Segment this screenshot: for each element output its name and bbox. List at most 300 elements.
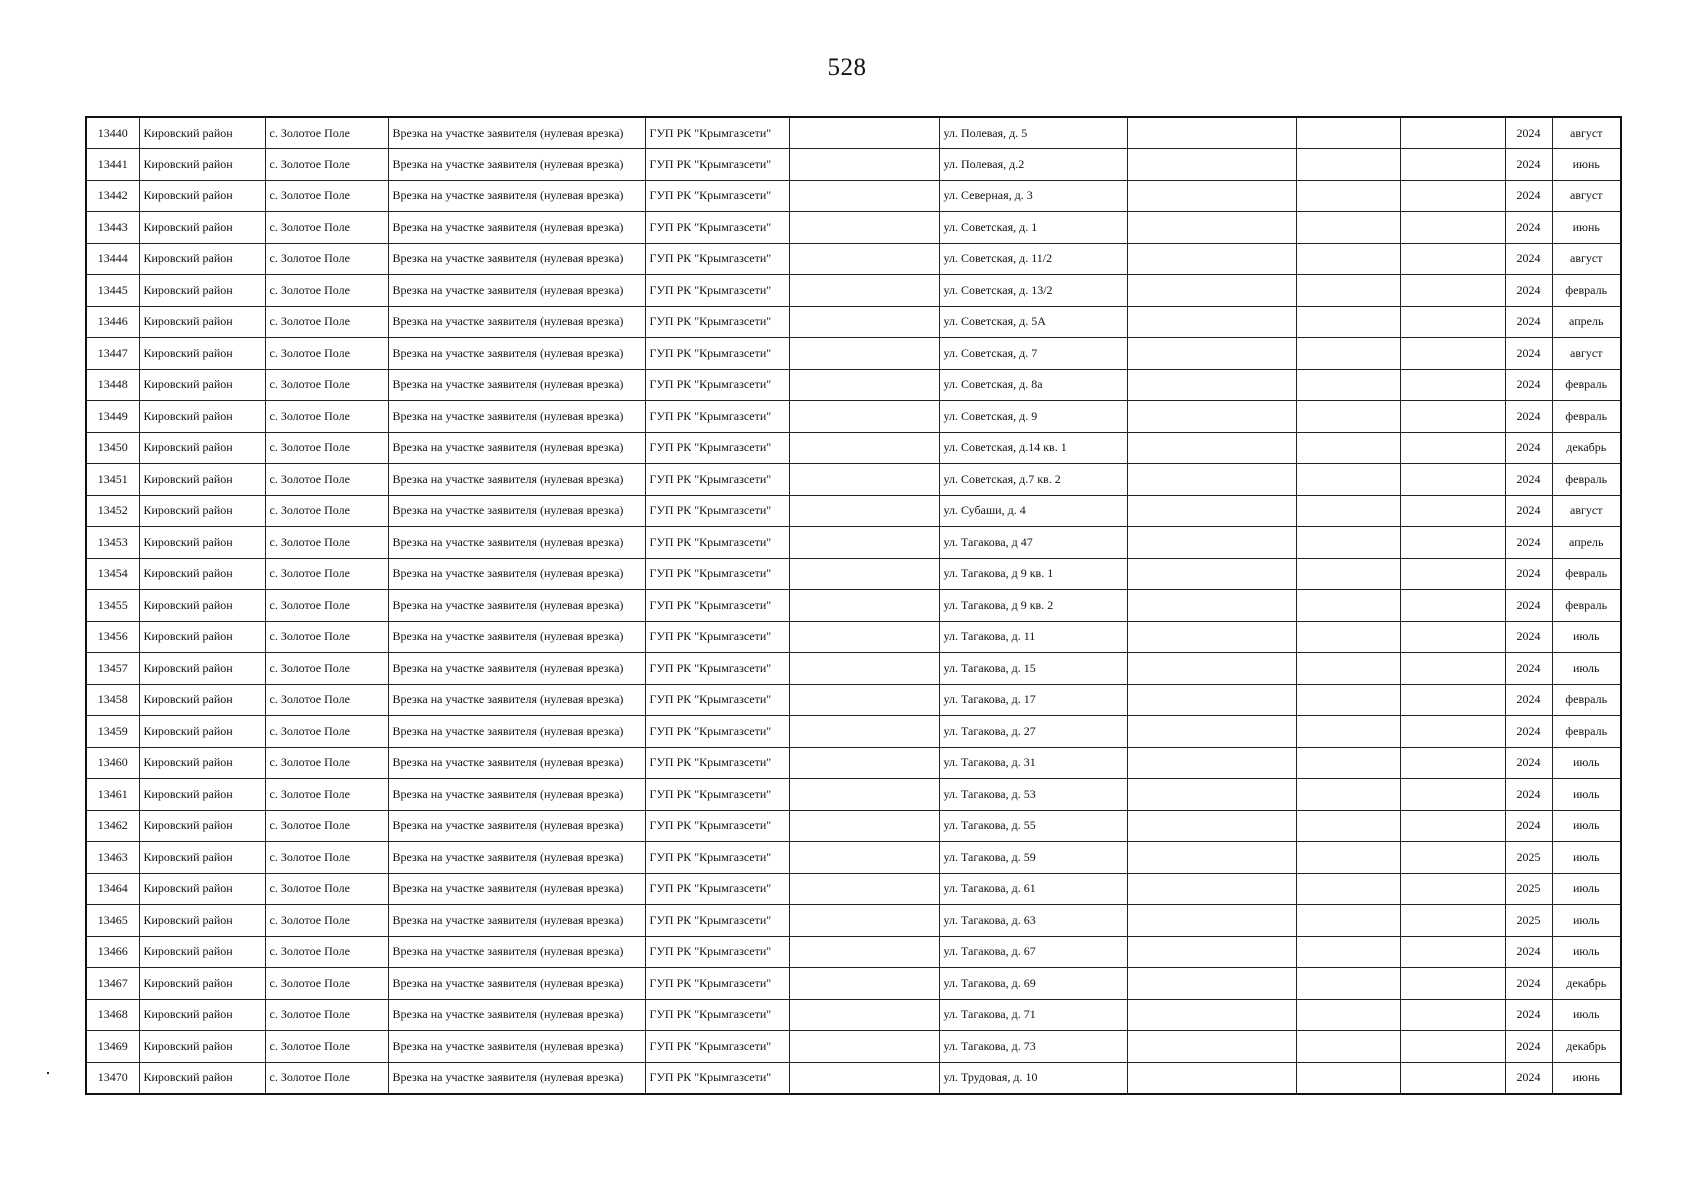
cell-month: февраль	[1552, 684, 1621, 716]
table-row	[86, 716, 1621, 748]
cell-settlement: с. Золотое Поле	[265, 905, 388, 937]
cell-address: ул. Советская, д. 7	[939, 338, 1127, 370]
cell-organization: ГУП РК "Крымгазсети"	[645, 275, 789, 307]
table-row	[86, 621, 1621, 653]
cell-address: ул. Тагакова, д. 55	[939, 810, 1127, 842]
cell-address: ул. Тагакова, д. 31	[939, 747, 1127, 779]
cell-empty	[1400, 653, 1505, 685]
cell-year: 2024	[1505, 180, 1552, 212]
cell-empty	[789, 1062, 939, 1094]
cell-number: 13464	[86, 873, 139, 905]
cell-month: декабрь	[1552, 968, 1621, 1000]
cell-empty	[1400, 527, 1505, 559]
cell-empty	[1400, 716, 1505, 748]
table-row	[86, 117, 1621, 149]
cell-organization: ГУП РК "Крымгазсети"	[645, 1062, 789, 1094]
cell-work-type: Врезка на участке заявителя (нулевая врезка)	[388, 1031, 645, 1063]
cell-settlement: с. Золотое Поле	[265, 212, 388, 244]
cell-empty	[789, 306, 939, 338]
cell-year: 2025	[1505, 905, 1552, 937]
cell-month: июль	[1552, 873, 1621, 905]
cell-empty	[789, 590, 939, 622]
cell-empty	[789, 747, 939, 779]
cell-district: Кировский район	[139, 558, 265, 590]
cell-organization: ГУП РК "Крымгазсети"	[645, 936, 789, 968]
cell-organization: ГУП РК "Крымгазсети"	[645, 306, 789, 338]
cell-empty	[789, 905, 939, 937]
cell-empty	[1296, 873, 1400, 905]
cell-empty	[789, 684, 939, 716]
cell-empty	[1127, 432, 1296, 464]
cell-organization: ГУП РК "Крымгазсети"	[645, 432, 789, 464]
table-row	[86, 338, 1621, 370]
cell-address: ул. Тагакова, д 47	[939, 527, 1127, 559]
cell-empty	[789, 275, 939, 307]
cell-address: ул. Тагакова, д. 15	[939, 653, 1127, 685]
cell-empty	[1296, 212, 1400, 244]
cell-empty	[1127, 149, 1296, 181]
cell-address: ул. Тагакова, д 9 кв. 2	[939, 590, 1127, 622]
table-row	[86, 810, 1621, 842]
cell-month: июль	[1552, 621, 1621, 653]
cell-organization: ГУП РК "Крымгазсети"	[645, 527, 789, 559]
cell-number: 13449	[86, 401, 139, 433]
cell-empty	[1400, 684, 1505, 716]
cell-settlement: с. Золотое Поле	[265, 149, 388, 181]
cell-empty	[1296, 684, 1400, 716]
cell-year: 2024	[1505, 621, 1552, 653]
cell-district: Кировский район	[139, 212, 265, 244]
cell-address: ул. Полевая, д.2	[939, 149, 1127, 181]
cell-empty	[1296, 968, 1400, 1000]
cell-empty	[1400, 1031, 1505, 1063]
cell-organization: ГУП РК "Крымгазсети"	[645, 401, 789, 433]
cell-year: 2024	[1505, 495, 1552, 527]
cell-number: 13443	[86, 212, 139, 244]
cell-month: август	[1552, 495, 1621, 527]
cell-empty	[1400, 558, 1505, 590]
cell-work-type: Врезка на участке заявителя (нулевая врезка)	[388, 558, 645, 590]
cell-empty	[789, 464, 939, 496]
cell-organization: ГУП РК "Крымгазсети"	[645, 653, 789, 685]
cell-settlement: с. Золотое Поле	[265, 180, 388, 212]
cell-district: Кировский район	[139, 684, 265, 716]
registry-body	[86, 117, 1621, 1094]
cell-district: Кировский район	[139, 180, 265, 212]
cell-empty	[1400, 243, 1505, 275]
cell-empty	[789, 401, 939, 433]
cell-organization: ГУП РК "Крымгазсети"	[645, 464, 789, 496]
cell-empty	[1400, 936, 1505, 968]
table-row	[86, 527, 1621, 559]
cell-work-type: Врезка на участке заявителя (нулевая врезка)	[388, 432, 645, 464]
cell-work-type: Врезка на участке заявителя (нулевая врезка)	[388, 275, 645, 307]
cell-organization: ГУП РК "Крымгазсети"	[645, 873, 789, 905]
cell-empty	[1127, 180, 1296, 212]
cell-empty	[789, 149, 939, 181]
cell-organization: ГУП РК "Крымгазсети"	[645, 684, 789, 716]
cell-empty	[789, 495, 939, 527]
cell-empty	[1400, 117, 1505, 149]
cell-empty	[789, 873, 939, 905]
cell-settlement: с. Золотое Поле	[265, 432, 388, 464]
cell-number: 13450	[86, 432, 139, 464]
table-row	[86, 1062, 1621, 1094]
cell-empty	[1127, 873, 1296, 905]
cell-address: ул. Тагакова, д. 61	[939, 873, 1127, 905]
table-row	[86, 590, 1621, 622]
cell-settlement: с. Золотое Поле	[265, 936, 388, 968]
cell-empty	[1127, 653, 1296, 685]
cell-settlement: с. Золотое Поле	[265, 338, 388, 370]
cell-year: 2024	[1505, 716, 1552, 748]
cell-month: апрель	[1552, 527, 1621, 559]
cell-month: август	[1552, 338, 1621, 370]
cell-empty	[1127, 117, 1296, 149]
cell-number: 13451	[86, 464, 139, 496]
cell-settlement: с. Золотое Поле	[265, 275, 388, 307]
cell-organization: ГУП РК "Крымгазсети"	[645, 905, 789, 937]
cell-number: 13448	[86, 369, 139, 401]
cell-settlement: с. Золотое Поле	[265, 621, 388, 653]
cell-empty	[789, 779, 939, 811]
cell-number: 13440	[86, 117, 139, 149]
cell-month: февраль	[1552, 464, 1621, 496]
cell-empty	[1127, 338, 1296, 370]
cell-month: август	[1552, 117, 1621, 149]
cell-month: июль	[1552, 810, 1621, 842]
cell-month: август	[1552, 180, 1621, 212]
cell-number: 13457	[86, 653, 139, 685]
cell-organization: ГУП РК "Крымгазсети"	[645, 149, 789, 181]
cell-district: Кировский район	[139, 747, 265, 779]
table-row	[86, 149, 1621, 181]
cell-district: Кировский район	[139, 873, 265, 905]
cell-organization: ГУП РК "Крымгазсети"	[645, 180, 789, 212]
cell-empty	[789, 968, 939, 1000]
cell-empty	[789, 432, 939, 464]
cell-number: 13444	[86, 243, 139, 275]
cell-year: 2025	[1505, 842, 1552, 874]
cell-empty	[1127, 1062, 1296, 1094]
cell-empty	[1400, 779, 1505, 811]
cell-month: июль	[1552, 842, 1621, 874]
cell-month: апрель	[1552, 306, 1621, 338]
table-row	[86, 653, 1621, 685]
cell-work-type: Врезка на участке заявителя (нулевая врезка)	[388, 842, 645, 874]
cell-empty	[789, 527, 939, 559]
cell-empty	[789, 842, 939, 874]
cell-organization: ГУП РК "Крымгазсети"	[645, 1031, 789, 1063]
cell-year: 2024	[1505, 1062, 1552, 1094]
cell-district: Кировский район	[139, 968, 265, 1000]
table-row	[86, 968, 1621, 1000]
cell-empty	[1127, 747, 1296, 779]
cell-empty	[1296, 779, 1400, 811]
cell-year: 2024	[1505, 999, 1552, 1031]
cell-year: 2024	[1505, 401, 1552, 433]
cell-month: июль	[1552, 747, 1621, 779]
cell-settlement: с. Золотое Поле	[265, 117, 388, 149]
cell-district: Кировский район	[139, 401, 265, 433]
table-row	[86, 212, 1621, 244]
cell-empty	[1400, 621, 1505, 653]
cell-district: Кировский район	[139, 338, 265, 370]
cell-settlement: с. Золотое Поле	[265, 1062, 388, 1094]
table-row	[86, 432, 1621, 464]
cell-year: 2024	[1505, 968, 1552, 1000]
table-row	[86, 747, 1621, 779]
cell-empty	[1296, 243, 1400, 275]
cell-work-type: Врезка на участке заявителя (нулевая врезка)	[388, 180, 645, 212]
cell-settlement: с. Золотое Поле	[265, 590, 388, 622]
table-row	[86, 779, 1621, 811]
cell-number: 13465	[86, 905, 139, 937]
cell-empty	[1296, 999, 1400, 1031]
cell-empty	[1127, 999, 1296, 1031]
cell-district: Кировский район	[139, 779, 265, 811]
cell-year: 2024	[1505, 684, 1552, 716]
cell-address: ул. Северная, д. 3	[939, 180, 1127, 212]
cell-month: июнь	[1552, 1062, 1621, 1094]
cell-work-type: Врезка на участке заявителя (нулевая врезка)	[388, 653, 645, 685]
cell-work-type: Врезка на участке заявителя (нулевая врезка)	[388, 117, 645, 149]
cell-empty	[1296, 401, 1400, 433]
table-row	[86, 401, 1621, 433]
cell-work-type: Врезка на участке заявителя (нулевая врезка)	[388, 212, 645, 244]
cell-work-type: Врезка на участке заявителя (нулевая врезка)	[388, 590, 645, 622]
cell-month: февраль	[1552, 558, 1621, 590]
cell-number: 13462	[86, 810, 139, 842]
cell-settlement: с. Золотое Поле	[265, 464, 388, 496]
cell-address: ул. Советская, д. 13/2	[939, 275, 1127, 307]
cell-work-type: Врезка на участке заявителя (нулевая врезка)	[388, 243, 645, 275]
cell-district: Кировский район	[139, 306, 265, 338]
cell-address: ул. Советская, д.14 кв. 1	[939, 432, 1127, 464]
cell-empty	[1400, 180, 1505, 212]
cell-settlement: с. Золотое Поле	[265, 684, 388, 716]
cell-address: ул. Тагакова, д. 67	[939, 936, 1127, 968]
cell-month: февраль	[1552, 716, 1621, 748]
cell-empty	[1400, 999, 1505, 1031]
cell-year: 2024	[1505, 275, 1552, 307]
cell-empty	[1400, 905, 1505, 937]
cell-empty	[1127, 684, 1296, 716]
cell-year: 2024	[1505, 558, 1552, 590]
cell-organization: ГУП РК "Крымгазсети"	[645, 117, 789, 149]
cell-district: Кировский район	[139, 621, 265, 653]
cell-district: Кировский район	[139, 590, 265, 622]
cell-address: ул. Тагакова, д. 69	[939, 968, 1127, 1000]
cell-number: 13454	[86, 558, 139, 590]
cell-empty	[1127, 369, 1296, 401]
gasification-registry-table	[85, 116, 1622, 1095]
cell-organization: ГУП РК "Крымгазсети"	[645, 968, 789, 1000]
cell-address: ул. Советская, д. 9	[939, 401, 1127, 433]
cell-empty	[1296, 369, 1400, 401]
cell-year: 2025	[1505, 873, 1552, 905]
cell-empty	[1127, 716, 1296, 748]
cell-number: 13455	[86, 590, 139, 622]
cell-empty	[1127, 306, 1296, 338]
cell-empty	[1296, 936, 1400, 968]
cell-settlement: с. Золотое Поле	[265, 653, 388, 685]
table-row	[86, 275, 1621, 307]
cell-organization: ГУП РК "Крымгазсети"	[645, 558, 789, 590]
cell-number: 13461	[86, 779, 139, 811]
cell-empty	[1296, 590, 1400, 622]
cell-work-type: Врезка на участке заявителя (нулевая врезка)	[388, 401, 645, 433]
cell-year: 2024	[1505, 464, 1552, 496]
cell-settlement: с. Золотое Поле	[265, 842, 388, 874]
cell-organization: ГУП РК "Крымгазсети"	[645, 338, 789, 370]
cell-empty	[1127, 558, 1296, 590]
cell-district: Кировский район	[139, 653, 265, 685]
cell-empty	[1127, 621, 1296, 653]
cell-empty	[1400, 873, 1505, 905]
cell-year: 2024	[1505, 243, 1552, 275]
cell-organization: ГУП РК "Крымгазсети"	[645, 243, 789, 275]
cell-number: 13463	[86, 842, 139, 874]
cell-empty	[1296, 1062, 1400, 1094]
cell-year: 2024	[1505, 653, 1552, 685]
cell-empty	[1296, 117, 1400, 149]
cell-number: 13469	[86, 1031, 139, 1063]
cell-address: ул. Советская, д. 5А	[939, 306, 1127, 338]
cell-district: Кировский район	[139, 432, 265, 464]
page-number: 528	[827, 54, 867, 81]
cell-address: ул. Тагакова, д. 11	[939, 621, 1127, 653]
cell-empty	[1127, 779, 1296, 811]
cell-number: 13453	[86, 527, 139, 559]
cell-organization: ГУП РК "Крымгазсети"	[645, 369, 789, 401]
cell-month: февраль	[1552, 369, 1621, 401]
cell-empty	[789, 558, 939, 590]
cell-address: ул. Тагакова, д. 63	[939, 905, 1127, 937]
cell-year: 2024	[1505, 936, 1552, 968]
cell-empty	[1400, 306, 1505, 338]
cell-empty	[1296, 842, 1400, 874]
cell-empty	[1400, 968, 1505, 1000]
cell-number: 13446	[86, 306, 139, 338]
cell-number: 13447	[86, 338, 139, 370]
cell-empty	[1127, 275, 1296, 307]
cell-empty	[1400, 842, 1505, 874]
cell-address: ул. Тагакова, д. 73	[939, 1031, 1127, 1063]
cell-empty	[1296, 653, 1400, 685]
cell-settlement: с. Золотое Поле	[265, 873, 388, 905]
cell-empty	[1400, 495, 1505, 527]
table-row	[86, 243, 1621, 275]
cell-month: июль	[1552, 936, 1621, 968]
cell-district: Кировский район	[139, 810, 265, 842]
cell-empty	[1400, 275, 1505, 307]
cell-district: Кировский район	[139, 117, 265, 149]
cell-number: 13466	[86, 936, 139, 968]
cell-address: ул. Трудовая, д. 10	[939, 1062, 1127, 1094]
table-row	[86, 873, 1621, 905]
cell-address: ул. Советская, д.7 кв. 2	[939, 464, 1127, 496]
cell-district: Кировский район	[139, 905, 265, 937]
cell-empty	[1296, 558, 1400, 590]
cell-work-type: Врезка на участке заявителя (нулевая врезка)	[388, 621, 645, 653]
cell-empty	[1127, 968, 1296, 1000]
cell-settlement: с. Золотое Поле	[265, 243, 388, 275]
cell-empty	[1296, 149, 1400, 181]
cell-organization: ГУП РК "Крымгазсети"	[645, 747, 789, 779]
cell-month: декабрь	[1552, 1031, 1621, 1063]
cell-month: февраль	[1552, 590, 1621, 622]
cell-address: ул. Тагакова, д. 53	[939, 779, 1127, 811]
cell-settlement: с. Золотое Поле	[265, 1031, 388, 1063]
table-row	[86, 464, 1621, 496]
cell-district: Кировский район	[139, 495, 265, 527]
cell-district: Кировский район	[139, 842, 265, 874]
cell-district: Кировский район	[139, 1062, 265, 1094]
cell-empty	[1127, 243, 1296, 275]
cell-year: 2024	[1505, 810, 1552, 842]
table-row	[86, 306, 1621, 338]
cell-empty	[1296, 180, 1400, 212]
cell-empty	[1400, 590, 1505, 622]
cell-work-type: Врезка на участке заявителя (нулевая врезка)	[388, 495, 645, 527]
cell-district: Кировский район	[139, 1031, 265, 1063]
cell-district: Кировский район	[139, 716, 265, 748]
table-row	[86, 369, 1621, 401]
cell-empty	[1400, 432, 1505, 464]
cell-empty	[1400, 810, 1505, 842]
table-row	[86, 558, 1621, 590]
cell-empty	[1296, 338, 1400, 370]
cell-empty	[1127, 905, 1296, 937]
cell-settlement: с. Золотое Поле	[265, 401, 388, 433]
cell-year: 2024	[1505, 432, 1552, 464]
cell-empty	[789, 999, 939, 1031]
cell-district: Кировский район	[139, 369, 265, 401]
table-row	[86, 684, 1621, 716]
cell-empty	[1296, 747, 1400, 779]
cell-address: ул. Субаши, д. 4	[939, 495, 1127, 527]
cell-work-type: Врезка на участке заявителя (нулевая врезка)	[388, 338, 645, 370]
cell-month: июль	[1552, 905, 1621, 937]
cell-empty	[1400, 149, 1505, 181]
cell-organization: ГУП РК "Крымгазсети"	[645, 716, 789, 748]
cell-work-type: Врезка на участке заявителя (нулевая врезка)	[388, 1062, 645, 1094]
cell-empty	[1400, 369, 1505, 401]
cell-address: ул. Тагакова, д. 71	[939, 999, 1127, 1031]
cell-empty	[789, 180, 939, 212]
table-row	[86, 1031, 1621, 1063]
cell-empty	[789, 653, 939, 685]
cell-number: 13456	[86, 621, 139, 653]
cell-empty	[1296, 527, 1400, 559]
cell-number: 13458	[86, 684, 139, 716]
cell-month: февраль	[1552, 401, 1621, 433]
cell-number: 13467	[86, 968, 139, 1000]
cell-work-type: Врезка на участке заявителя (нулевая врезка)	[388, 779, 645, 811]
cell-month: декабрь	[1552, 432, 1621, 464]
cell-year: 2024	[1505, 149, 1552, 181]
cell-district: Кировский район	[139, 527, 265, 559]
cell-empty	[1400, 401, 1505, 433]
cell-empty	[1400, 212, 1505, 244]
cell-empty	[1127, 1031, 1296, 1063]
table-row	[86, 842, 1621, 874]
cell-organization: ГУП РК "Крымгазсети"	[645, 590, 789, 622]
table-row	[86, 936, 1621, 968]
cell-number: 13468	[86, 999, 139, 1031]
table-row	[86, 905, 1621, 937]
